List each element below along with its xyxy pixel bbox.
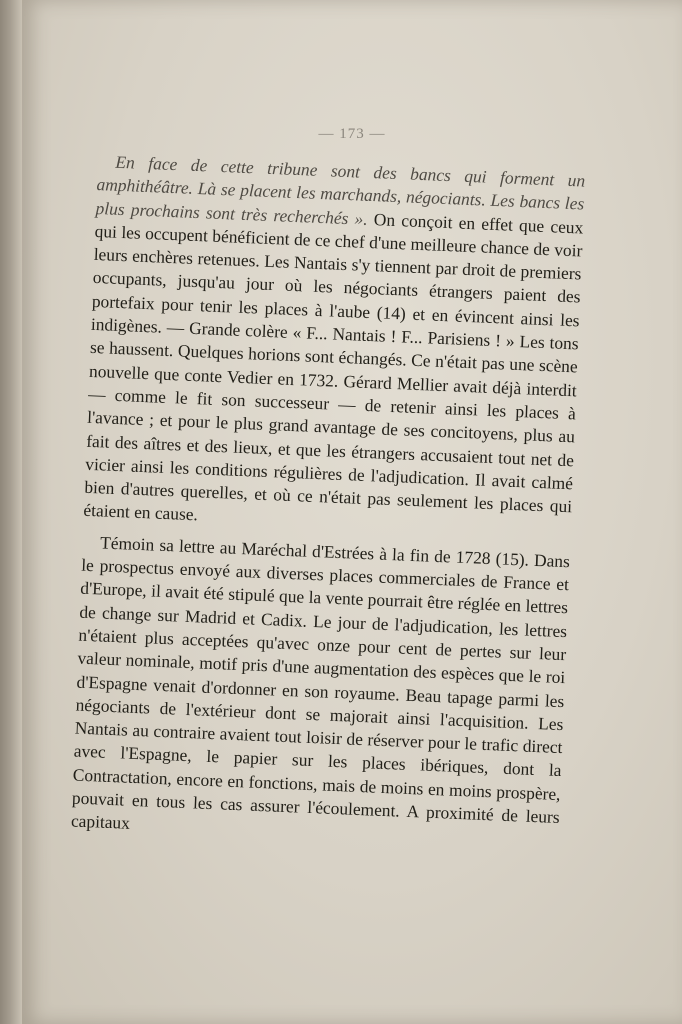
page-number: — 173 — xyxy=(318,126,386,142)
paragraph-2 xyxy=(71,530,571,852)
paragraph-1 xyxy=(83,150,586,542)
text-block xyxy=(71,150,586,853)
italic-quote: En face de cette tribune sont des bancs qui forment un amphithéâtre. Là se placent les marchands, négociants. Les bancs les plus prochains sont très recherchés ». xyxy=(95,151,586,229)
paragraph-1-text: On conçoit en effet que ceux qui les occupent bénéficient de ce chef d'une meilleure chance de voir leurs enchères retenues. Les Nantais s'y tiennent par droit de premiers occupants, jusqu'au jour où les négociants étrangers paient des portefaix pour tenir les places à l'aube (14) et en évincent ainsi les indigènes. — Grande colère « F... Nantais ! F... Parisiens ! » Les tons se haussent. Quelques horions sont échangés. Ce n'était pas une scène nouvelle que conte Vedier en 1732. Gérard Mellier avait déjà interdit — comme le fit son successeur — de retenir ainsi les places à l'avance ; et pour le plus grand avantage de ses concitoyens, plus au fait des aîtres et des lieux, et que les étrangers accusaient tout net de vicier ainsi les conditions régulières de l'adjudication. Il avait calmé bien d'autres querelles, et où ce n'était pas seulement les places qui étaient en cause. xyxy=(83,208,584,525)
book-page xyxy=(22,0,682,1024)
paragraph-2-text: Témoin sa lettre au Maréchal d'Estrées à la fin de 1728 (15). Dans le prospectus envoyé aux diverses places commerciales de France et d'Europe, il avait été stipulé que la vente pourrait être réglée en lettres de change sur Madrid et Cadix. Le jour de l'adjudication, les lettres n'étaient plus acceptées qu'avec onze pour cent de pertes sur leur valeur nominale, motif pris d'une augmentation des espèces que le roi d'Espagne venait d'ordonner en son royaume. Beau tapage parmi les négociants de l'extérieur dont se majorait ainsi l'acquisition. Les Nantais au contraire avaient tout loisir de réserver pour le trafic direct avec l'Espagne, le papier sur les places ibériques, dont la Contractation, encore en fonctions, mais de moins en moins prospère, pouvait en tous les cas assurer l'écoulement. A proximité de leurs capitaux xyxy=(70,532,571,834)
